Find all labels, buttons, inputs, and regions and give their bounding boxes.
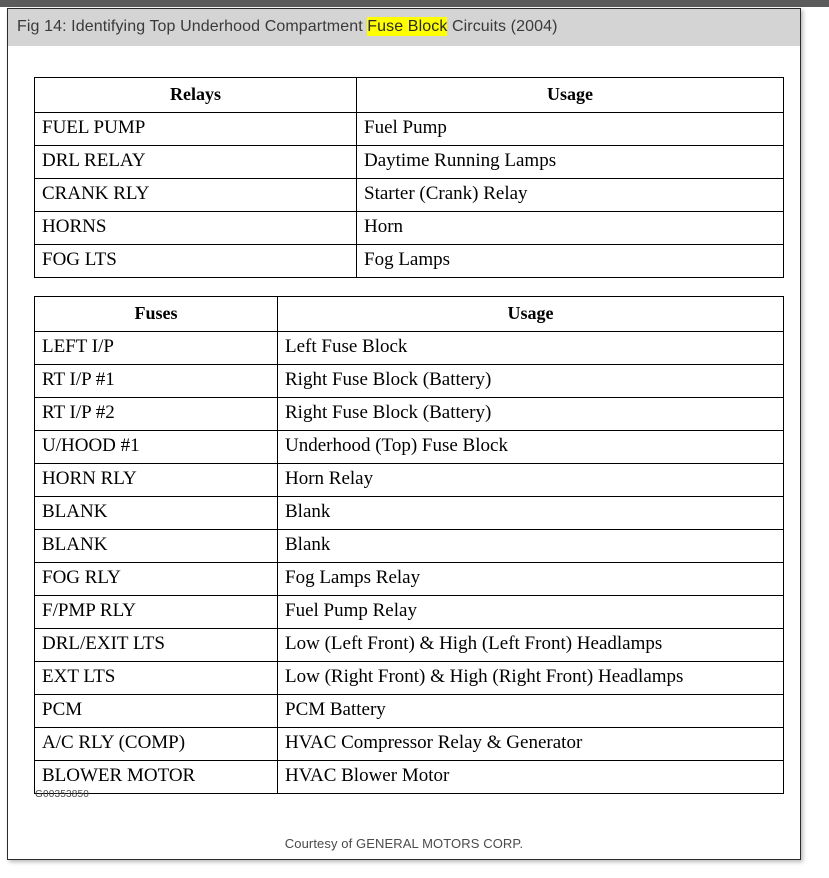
table-row — [35, 728, 784, 761]
fuse-name: F/PMP RLY — [35, 596, 278, 629]
caption-suffix: Circuits (2004) — [447, 18, 558, 35]
fuse-usage: HVAC Blower Motor — [278, 761, 784, 794]
fuse-usage: Low (Right Front) & High (Right Front) Headlamps — [278, 662, 784, 695]
fuse-usage: Left Fuse Block — [278, 332, 784, 365]
figure-courtesy-note: Courtesy of GENERAL MOTORS CORP. — [284, 836, 524, 851]
figure-caption-bar — [8, 9, 800, 46]
table-row — [35, 365, 784, 398]
table-row — [35, 113, 784, 146]
fuse-usage: PCM Battery — [278, 695, 784, 728]
relay-usage: Fuel Pump — [357, 113, 784, 146]
figure-caption — [17, 18, 558, 36]
table-row — [35, 398, 784, 431]
table-row — [35, 596, 784, 629]
relay-name: CRANK RLY — [35, 179, 357, 212]
caption-search-highlight: Fuse Block — [367, 18, 448, 35]
relay-name: HORNS — [35, 212, 357, 245]
fuse-name: EXT LTS — [35, 662, 278, 695]
fuse-usage: Blank — [278, 497, 784, 530]
fuse-usage: Blank — [278, 530, 784, 563]
relay-name: DRL RELAY — [35, 146, 357, 179]
fuse-name: BLOWER MOTOR — [35, 761, 278, 794]
relay-usage: Fog Lamps — [357, 245, 784, 278]
column-header-relays: Relays — [35, 78, 357, 113]
table-row — [35, 563, 784, 596]
table-row — [35, 332, 784, 365]
fuse-name: U/HOOD #1 — [35, 431, 278, 464]
relay-usage: Starter (Crank) Relay — [357, 179, 784, 212]
column-header-fuses: Fuses — [35, 297, 278, 332]
fuse-usage: Underhood (Top) Fuse Block — [278, 431, 784, 464]
figure-body — [8, 46, 800, 859]
table-row — [35, 530, 784, 563]
column-header-usage: Usage — [278, 297, 784, 332]
table-row — [35, 629, 784, 662]
fuse-usage: Horn Relay — [278, 464, 784, 497]
fuse-name: DRL/EXIT LTS — [35, 629, 278, 662]
window-top-strip — [0, 0, 829, 7]
fuse-usage: Right Fuse Block (Battery) — [278, 365, 784, 398]
fuse-usage: HVAC Compressor Relay & Generator — [278, 728, 784, 761]
table-row — [35, 761, 784, 794]
table-header-row — [35, 78, 784, 113]
document-viewer-panel — [7, 8, 801, 860]
fuse-name: LEFT I/P — [35, 332, 278, 365]
table-row — [35, 212, 784, 245]
relay-usage: Horn — [357, 212, 784, 245]
column-header-usage: Usage — [357, 78, 784, 113]
table-row — [35, 695, 784, 728]
caption-prefix: Fig 14: Identifying Top Underhood Compartment — [17, 18, 368, 35]
table-row — [35, 497, 784, 530]
fuse-usage: Fog Lamps Relay — [278, 563, 784, 596]
relay-name: FOG LTS — [35, 245, 357, 278]
figure-reference-code: G00353850 — [35, 789, 90, 800]
fuse-usage: Low (Left Front) & High (Left Front) Headlamps — [278, 629, 784, 662]
fuses-table — [34, 296, 784, 794]
fuse-name: BLANK — [35, 497, 278, 530]
relay-name: FUEL PUMP — [35, 113, 357, 146]
fuse-name: FOG RLY — [35, 563, 278, 596]
fuse-name: BLANK — [35, 530, 278, 563]
fuse-name: HORN RLY — [35, 464, 278, 497]
table-row — [35, 431, 784, 464]
table-row — [35, 179, 784, 212]
table-row — [35, 464, 784, 497]
table-header-row — [35, 297, 784, 332]
fuse-name: RT I/P #1 — [35, 365, 278, 398]
table-row — [35, 146, 784, 179]
table-row — [35, 245, 784, 278]
fuse-name: RT I/P #2 — [35, 398, 278, 431]
table-row — [35, 662, 784, 695]
fuse-name: PCM — [35, 695, 278, 728]
relays-table — [34, 77, 784, 278]
relay-usage: Daytime Running Lamps — [357, 146, 784, 179]
fuse-usage: Right Fuse Block (Battery) — [278, 398, 784, 431]
fuse-name: A/C RLY (COMP) — [35, 728, 278, 761]
fuse-usage: Fuel Pump Relay — [278, 596, 784, 629]
